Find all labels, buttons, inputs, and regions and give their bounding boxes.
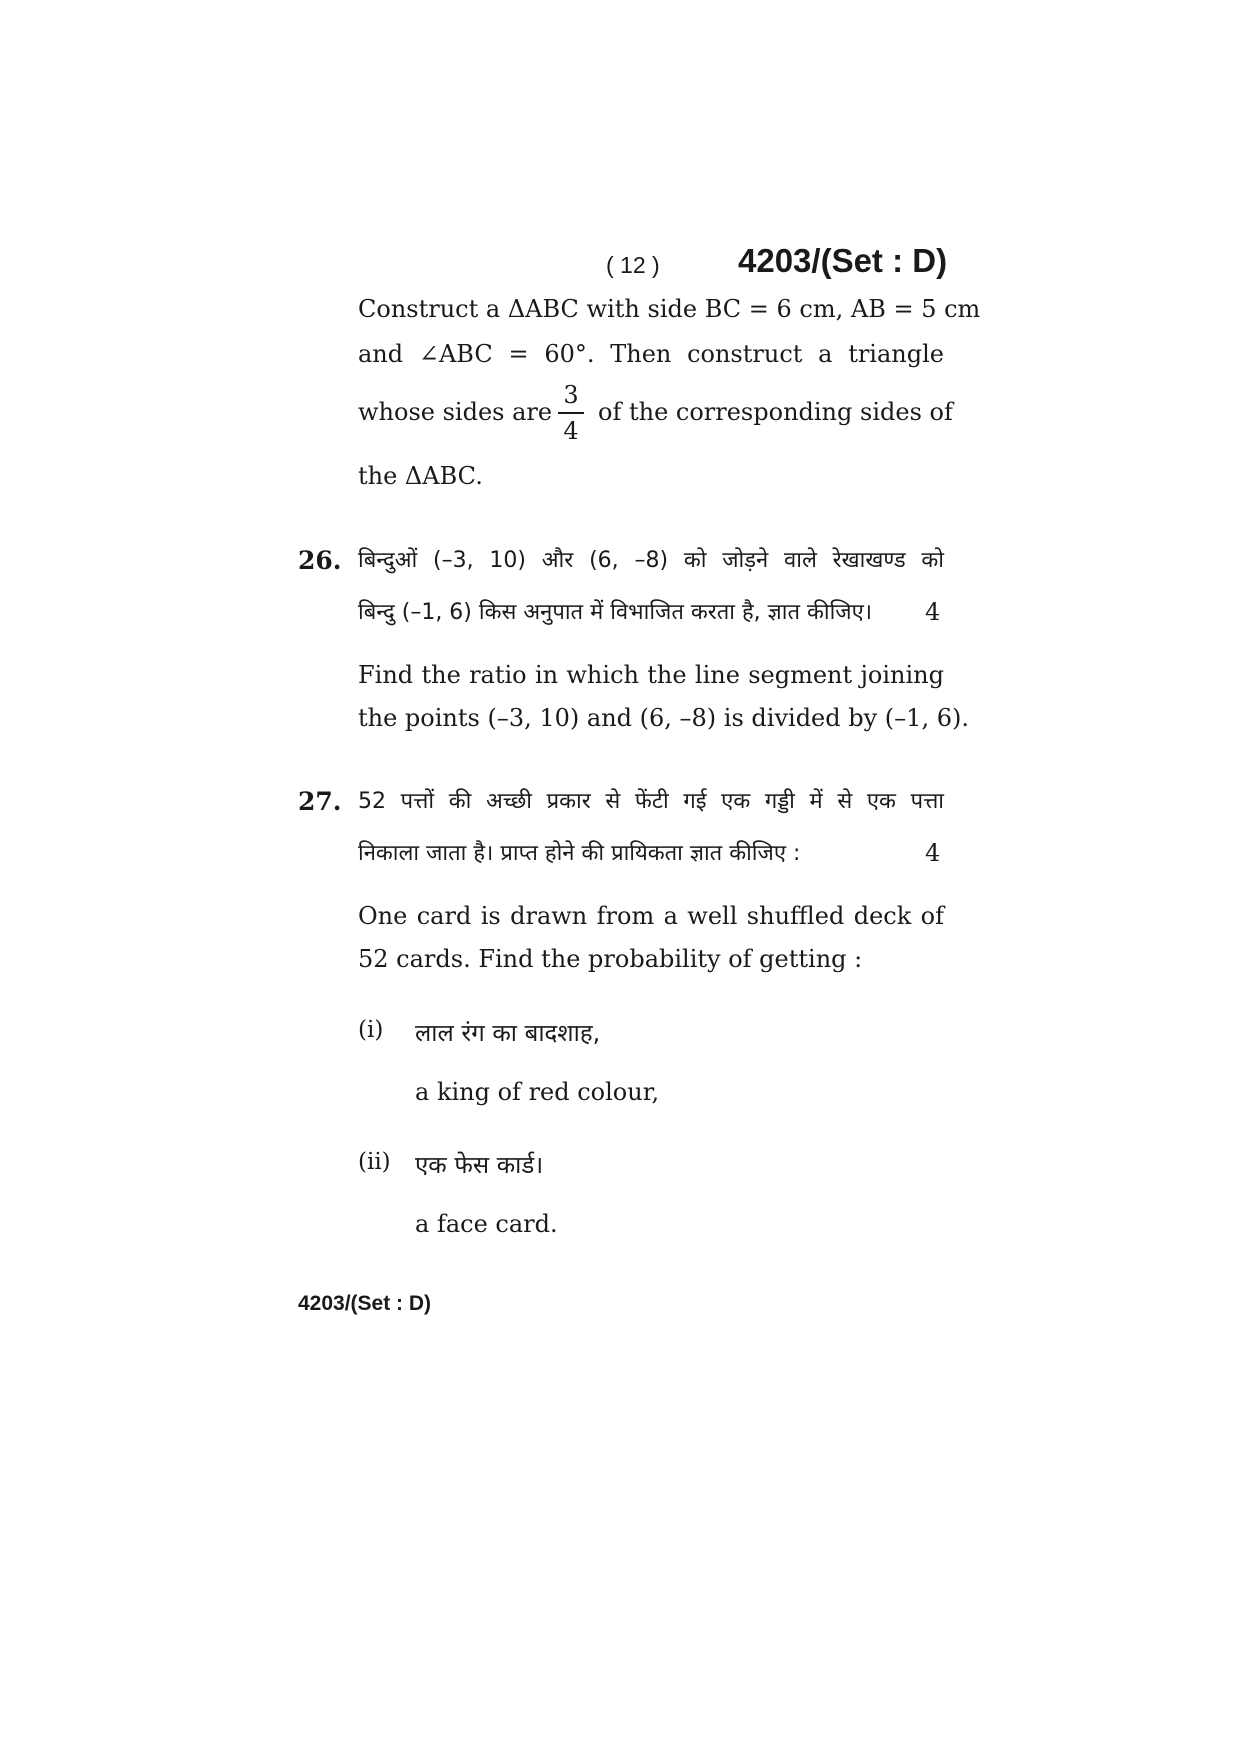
paper-code-header: 4203/(Set : D): [738, 242, 948, 279]
fraction-three-quarters: [556, 382, 586, 444]
q25-line-3-start: whose sides are: [358, 398, 553, 426]
q27-hindi-line-1: 52 पत्तों की अच्छी प्रकार से फेंटी गई एक गड्डी में से एक पत्ता: [358, 789, 944, 814]
q25-line-3-end: of the corresponding sides of: [598, 398, 953, 426]
page-number: ( 12 ): [606, 252, 660, 278]
q26-marks: 4: [925, 598, 941, 626]
paper-code-footer: 4203/(Set : D): [298, 1292, 432, 1315]
fraction-denominator: 4: [563, 416, 579, 445]
q27-part-i-label: (i): [358, 1017, 384, 1043]
q27-marks: 4: [925, 839, 941, 867]
q27-english-line-2: 52 cards. Find the probability of getting :: [358, 945, 863, 973]
q27-part-ii-english: a face card.: [415, 1210, 558, 1238]
q27-number: 27.: [298, 787, 342, 816]
q27-part-ii-hindi: एक फेस कार्ड।: [415, 1151, 544, 1179]
q26-english-line-2: the points (–3, 10) and (6, –8) is divided by (–1, 6).: [358, 704, 969, 732]
q25-line-1: Construct a ΔABC with side BC = 6 cm, AB = 5 cm: [358, 295, 981, 323]
q27-part-i-english: a king of red colour,: [415, 1078, 660, 1106]
q25-line-4: the ΔABC.: [358, 462, 483, 490]
q26-english-line-1: Find the ratio in which the line segment joining: [358, 661, 944, 689]
q27-part-ii-label: (ii): [358, 1149, 391, 1175]
q26-hindi-line-1: बिन्दुओं (–3, 10) और (6, –8) को जोड़ने वाले रेखाखण्ड को: [358, 548, 944, 573]
q26-hindi-line-2: बिन्दु (–1, 6) किस अनुपात में विभाजित करता है, ज्ञात कीजिए।: [358, 600, 873, 625]
q25-line-2: and ∠ABC = 60°. Then construct a triangle: [358, 340, 944, 368]
fraction-numerator: 3: [563, 381, 579, 409]
fraction-bar: [558, 412, 584, 414]
q26-number: 26.: [298, 546, 342, 575]
q27-hindi-line-2: निकाला जाता है। प्राप्त होने की प्रायिकता ज्ञात कीजिए :: [358, 841, 801, 866]
q27-part-i-hindi: लाल रंग का बादशाह,: [415, 1019, 601, 1047]
q27-english-line-1: One card is drawn from a well shuffled deck of: [358, 902, 944, 930]
